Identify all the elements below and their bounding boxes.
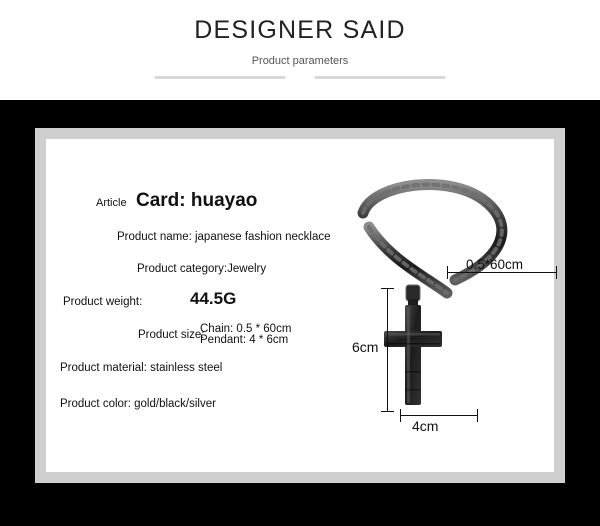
article-value: Card: huayao [136, 190, 258, 211]
chain-dimension-label: 0.5*60cm [466, 257, 524, 272]
cross-pendant [384, 305, 442, 405]
header-divider-left [155, 76, 285, 79]
height-dimension-label: 6cm [352, 339, 379, 355]
page-title: DESIGNER SAID [194, 16, 406, 44]
product-size-chain: Chain: 0.5 * 60cm [200, 323, 292, 335]
chain-dimension-line [447, 272, 557, 273]
article-label: Article [96, 197, 127, 209]
header-divider-right [315, 76, 445, 79]
necklace-illustration [355, 175, 555, 440]
width-dimension-label: 4cm [412, 418, 439, 434]
product-weight-label: Product weight: [63, 296, 143, 308]
width-dimension-line [400, 415, 478, 416]
width-dimension-cap-left [400, 409, 401, 422]
chain-dimension-cap-right [556, 266, 557, 279]
width-dimension-cap-right [477, 409, 478, 422]
header [0, 0, 600, 100]
product-weight-value: 44.5G [190, 289, 237, 308]
page-subtitle: Product parameters [251, 55, 349, 67]
chain-dimension-cap-left [447, 266, 448, 279]
product-size-label: Product size: [138, 329, 205, 341]
product-size-pendant: Pendant: 4 * 6cm [200, 334, 289, 346]
product-material: Product material: stainless steel [60, 362, 223, 374]
product-name: Product name: japanese fashion necklace [117, 231, 331, 243]
product-category: Product category:Jewelry [137, 263, 267, 275]
height-dimension-cap-bottom [381, 411, 394, 412]
height-dimension-cap-top [381, 288, 394, 289]
product-color: Product color: gold/black/silver [60, 398, 216, 410]
product-image [355, 175, 555, 440]
height-dimension-line [387, 288, 388, 412]
